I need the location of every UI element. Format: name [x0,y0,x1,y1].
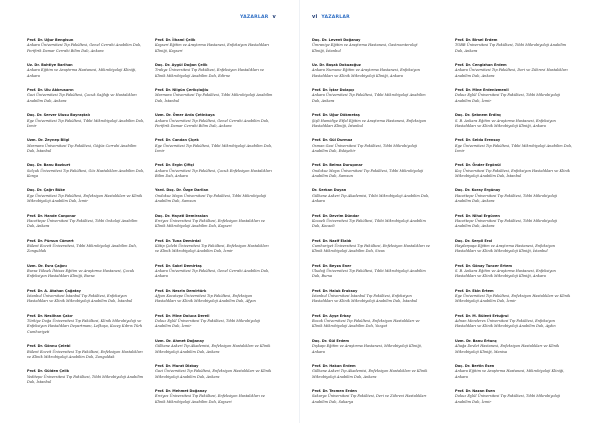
author-name: Prof. Dr. Nazan Esen [455,389,495,394]
author-affiliation: Gazi Üniversitesi Tıp Fakültesi, Çocuk Sağlığı ve Hastalıkları Anabilim Dalı, Ankara [27,93,137,103]
header-title: YAZARLAR [240,14,269,20]
author-affiliation: Ankara Eğitim ve Araştırma Hastanesi, Mikrobiyoloji Kliniği, Ankara [455,369,565,379]
author-affiliation: Ege Üniversitesi Tıp Fakültesi, Tıbbi Mikrobiyoloji Anabilim Dalı, İzmir [455,143,573,153]
author-entry [155,63,273,79]
author-affiliation: Ankara Eğitim ve Araştırma Hastanesi, Mikrobiyoloji Kliniği, Ankara [27,68,137,78]
author-affiliation: Ondokuz Mayıs Üniversitesi Tıp Fakültesi, Tıbbi Mikrobiyoloji Anabilim Dalı, Samsun [155,193,267,204]
author-entry [27,344,145,360]
author-entry [27,289,145,305]
author-name: Prof. Dr. Gönay Tuncer Ertem [455,263,512,268]
author-name: Prof. Dr. Ayşe Erbay [312,313,351,318]
author-entry [155,163,273,179]
author-name: Prof. Dr. Ekin Ertem [455,288,494,293]
author-entry [312,63,430,79]
author-name: Prof. Dr. Selda Erensoy [455,138,501,143]
author-name: Yard. Doç. Dr. Özge Darilan [155,188,209,193]
author-name: Prof. Dr. Mehmet Doğanay [155,389,207,394]
author-entry [312,314,430,330]
author-entry [27,314,145,335]
author-name: Prof. Dr. Gönnu Çelebi [27,344,71,349]
author-affiliation: Marmara Üniversitesi Tıp Fakültesi, Göğüs Cerrahi Anabilim Dalı, İstanbul [27,143,137,153]
author-name: Prof. Dr. Nihal Ergüven [455,213,500,218]
author-affiliation: Gülhane Askeri Tıp Akademisi, Tıbbi Mikrobiyoloji Anabilim Dalı, Ankara [312,193,430,204]
page-number: vi [312,14,318,20]
author-name: Prof. Dr. Uğur Bengisun [27,38,74,42]
author-entry [312,88,430,104]
author-entry [155,88,273,104]
author-name: Uzm. Dr. Esra Çağını [27,263,67,268]
author-affiliation: Ankara Üniversitesi Tıp Fakültesi, Deri ve Zührevi Hastalıkları Anabilim Dalı, Ankara [455,68,568,78]
author-name: Prof. Dr. M. Bülent Ertuğrul [455,313,509,318]
author-name: Prof. Dr. Önder Ergönül [455,163,501,168]
author-name: Prof. Dr. Nesrin Demirtürk [155,288,207,293]
author-name: Prof. Dr. Gül Durmaz [312,138,353,143]
author-affiliation: Dışkapı Eğitim ve Araştırma Hastanesi, Mikrobiyoloji Kliniği, Ankara [312,344,422,354]
author-entry [27,214,145,230]
author-entry [455,314,573,330]
author-name: Prof. Dr. Mine Doluca Dereli [155,313,210,318]
author-entry [312,163,430,179]
author-entry [455,364,573,380]
author-entry [155,239,273,255]
author-entry [155,289,273,305]
author-affiliation: Dokuz Eylül Üniversitesi Tıp Fakültesi, Tıbbi Mikrobiyoloji Anabilim Dalı, İzmir [455,93,561,103]
author-affiliation: Erciyes Üniversitesi Tıp Fakültesi, Enfeksiyon Hastalıkları ve Klinik Mikrobiyoloji Anabilim Dalı, Kayseri [155,394,265,404]
author-entry [312,214,430,230]
author-name: Doç. Dr. Banu Bozkurt [27,163,71,168]
author-affiliation: Cumhuriyet Üniversitesi Tıp Fakültesi, Enfeksiyon Hastalıkları ve Klinik Mikrobiyoloji Anabilim Dalı, Sivas [312,243,430,254]
author-name: Prof. Dr. Nazif Elaldı [312,238,352,243]
right-page [300,0,600,423]
author-affiliation: Adnan Menderes Üniversitesi Tıp Fakültesi, Enfeksiyon Hastalıkları ve Klinik Mikrobiyoloji Anabilim Dalı, Aydın [455,319,556,329]
author-affiliation: Bülent Ecevit Üniversitesi Tıp Fakültesi, Enfeksiyon Hastalıkları ve Klinik Mikrobiyoloji Anabilim Dalı, Zonguldak [27,349,143,359]
author-affiliation: Hacettepe Üniversitesi Tıp Fakültesi, Tıbbi Onkoloji Anabilim Dalı, Ankara [27,218,138,229]
author-affiliation: İstanbul Üniversitesi İstanbul Tıp Fakültesi, Enfeksiyon Hastalıkları ve Klinik Mikrobiyoloji Anabilim Dalı, İstanbul [312,294,418,304]
author-affiliation: Selçuk Üniversitesi Tıp Fakültesi, Göz Hastalıkları Anabilim Dalı, Konya [27,168,145,178]
author-name: Prof. Dr. Murat Dizbay [155,364,199,369]
author-affiliation: Dokuz Eylül Üniversitesi Tıp Fakültesi, Tıbbi Mikrobiyoloji Anabilim Dalı, İzmir [155,319,261,329]
author-entry [455,88,573,104]
author-affiliation: İstanbul Üniversitesi İstanbul Tıp Fakültesi, Enfeksiyon Hastalıkları ve Klinik Mikrobiyoloji Anabilim Dalı, İstanbul [27,294,133,304]
author-affiliation: Gülhane Askeri Tıp Akademisi, Enfeksiyon Hastalıkları ve Klinik Mikrobiyoloji Anabilim Dalı, Ankara [155,344,271,354]
author-affiliation: Yeditepe Üniversitesi Tıp Fakültesi, Tıbbi Mikrobiyoloji Anabilim Dalı, İstanbul [27,374,144,384]
author-entry [455,264,573,280]
author-column [27,38,145,394]
author-affiliation: Bülent Ecevit Üniversitesi, Tıbbi Mikrobiyoloji Anabilim Dalı, Zonguldak [27,243,137,254]
author-entry [312,239,430,255]
author-name: Doç. Dr. Gül Erdem [312,338,350,343]
author-affiliation: Ege Üniversitesi Tıp Fakültesi, Tıbbi Mikrobiyoloji Anabilim Dalı, İzmir [155,143,273,153]
author-name: Doç. Dr. Çağrı Büke [27,188,65,193]
author-affiliation: Haydarpaşa Eğitim ve Araştırma Hastanesi, Enfeksiyon Hastalıkları ve Klinik Mikrobiyoloji Kliniği, İstanbul [455,243,556,254]
author-name: Uz. Dr. Başak Dokuzoğuz [312,63,361,68]
author-affiliation: Ondokuz Mayıs Üniversitesi Tıp Fakültesi, Tıbbi Mikrobiyoloji Anabilim Dalı, Samsun [312,168,424,178]
author-name: Prof. Dr. Ergin Çiftçi [155,163,195,168]
author-affiliation: Hacettepe Üniversitesi Tıp Fakültesi, Tıbbi Mikrobiyoloji Anabilim Dalı, Ankara [455,218,558,229]
author-affiliation: Trakya Üniversitesi Tıp Fakültesi, Enfeksiyon Hastalıkları ve Klinik Mikrobiyoloji Anabilim Dalı, Edirne [155,68,265,78]
author-entry [27,113,145,129]
author-affiliation: Ege Üniversitesi Tıp Fakültesi, Enfeksiyon Hastalıkları ve Klinik Mikrobiyoloji Anabilim Dalı, İzmir [27,193,143,204]
author-entry [155,214,273,230]
author-entry [27,138,145,154]
author-affiliation: Marmara Üniversitesi Tıp Fakültesi, Tıbbi Mikrobiyoloji Anabilim Dalı, İstanbul [155,93,273,103]
author-entry [455,239,573,255]
header-title: YAZARLAR [321,14,350,20]
author-affiliation: Şişli Hamidiye Etfal Eğitim ve Araştırma Hastanesi, Enfeksiyon Hastalıkları Kliniği, İstanbul [312,118,427,128]
author-name: Prof. Dr. Haluk Eraksoy [312,288,358,293]
author-name: Prof. Dr. Ulu Akbrusarın [27,88,74,93]
author-affiliation: Kayseri Eğitim ve Araştırma Hastanesi, Enfeksiyon Hastalıkları Kliniği, Kayseri [155,43,270,53]
author-name: Doç. Dr. Serpil Erol [455,238,493,243]
author-affiliation: Ankara Numune Eğitim ve Araştırma Hastanesi, Enfeksiyon Hastalıkları ve Klinik Mikrobiyoloji Kliniği, Ankara [312,68,420,78]
author-affiliation: Erciyes Üniversitesi Tıp Fakültesi, Enfeksiyon Hastalıkları ve Klinik Mikrobiyoloji Anabilim Dalı, Kayseri [155,218,265,229]
author-affiliation: Türkiye Doğa Üniversitesi Tıp Fakültesi, Klinik Mikrobiyoloji ve Enfeksiyon Hastalıkları Departmanı, Lefkoşa, Kuzey Kıbrıs Türk Cumhuriyeti [27,319,143,334]
author-entry [155,314,273,330]
author-name: Doç. Dr. Levent Doğanay [312,38,361,42]
author-name: Prof. Dr. Nilgün Çerikçioğlu [155,88,209,93]
author-name: Prof. Dr. Hande Canpınar [27,213,76,218]
author-entry [27,239,145,255]
author-name: Uz. Dr. Bahtiye Barlhan [27,63,73,68]
author-name: Prof. Dr. Beyza Ener [312,263,352,268]
author-entry [312,389,430,405]
author-entry [455,163,573,179]
author-entry [312,289,430,305]
author-name: Uzm. Dr. Zeynep Bilgi [27,138,70,143]
author-entry [27,188,145,204]
author-column [312,38,430,414]
author-entry [312,264,430,280]
author-name: Uzm. Dr. Banu Ertunç [455,338,497,343]
author-entry [455,289,573,305]
author-affiliation: Koç Üniversitesi Tıp Fakültesi, Enfeksiyon Hastalıkları ve Klinik Mikrobiyoloji Anabilim Dalı, İstanbul [455,168,570,178]
author-name: Prof. Dr. Candan Çiçek [155,138,199,143]
author-name: Prof. Dr. Birsel Erdem [455,38,498,42]
author-affiliation: Osman Gazi Üniversitesi Tıp Fakültesi, Tıbbi Mikrobiyoloji Anabilim Dalı, Eskişehir [312,143,418,153]
author-name: Doç. Dr. Server Ulusu Bayraştalı [27,113,90,118]
author-entry [155,264,273,280]
author-affiliation: TOBB Üniversitesi Tıp Fakültesi, Tıbbi Mikrobiyoloji Anabilim Dalı, Ankara [455,43,567,53]
author-name: Dr. Serkan Duyan [312,188,347,193]
author-name: Prof. Dr. Tuna Demirdal [155,238,201,243]
left-page-header [240,12,276,22]
author-affiliation: Ankara Üniversitesi Tıp Fakültesi, Genel Cerrahi Anabilim Dalı, Ankara [155,269,270,279]
author-column [455,38,573,414]
author-affiliation: Aliağa Devlet Hastanesi, Enfeksiyon Hastalıkları ve Klinik Mikrobiyoloji Kliniği, Manisa [455,344,560,354]
author-entry [155,389,273,405]
author-affiliation: Ege Üniversitesi Tıp Fakültesi, Enfeksiyon Hastalıkları ve Klinik Mikrobiyoloji Anabilim Dalı, İzmir [455,294,571,304]
author-affiliation: Uludağ Üniversitesi Tıp Fakültesi, Tıbbi Mikrobiyoloji Anabilim Dalı, Bursa [312,269,426,279]
page-number: v [272,14,276,20]
author-affiliation: Afyon Kocatepe Üniversitesi Tıp Fakültesi, Enfeksiyon Hastalıkları ve Klinik Mikrobiyoloji Anabilim Dalı, Afyon [155,294,256,304]
author-entry [155,138,273,154]
author-name: Prof. Dr. Neslihan Çakır [27,313,73,318]
author-entry [155,339,273,355]
author-name: Prof. Dr. Tecmen Erden [312,389,357,394]
author-name: Doç. Dr. Aygül Doğan Çelik [155,63,208,68]
author-column [155,38,273,414]
author-name: Prof. Dr. Uğur Dökmetaş [312,113,360,118]
author-entry [312,113,430,129]
author-affiliation: S. B. Ankara Eğitim ve Araştırma Hastanesi, Enfeksiyon Hastalıkları ve Klinik Mikrobiyoloji Kliniği, Ankara [455,118,556,128]
author-entry [455,339,573,355]
author-name: Doç. Dr. Koray Ergünay [455,188,501,193]
author-affiliation: Gülhane Askeri Tıp Akademisi, Enfeksiyon Hastalıkları ve Klinik Mikrobiyoloji Anabilim Dalı, Ankara [312,369,428,379]
author-name: Prof. Dr. Cengizhan Erdem [455,63,507,68]
author-affiliation: Dokuz Eylül Üniversitesi Tıp Fakültesi, Tıbbi Mikrobiyoloji Anabilim Dalı, İzmir [455,394,561,404]
author-entry [455,113,573,129]
author-affiliation: Kocaeli Üniversitesi Tıp Fakültesi, Tıbbi Mikrobiyoloji Anabilim Dalı, Kocaeli [312,218,426,229]
author-name: Doç. Dr. Bertin Esen [455,364,495,369]
author-name: Prof. Dr. Belma Durupınar [312,163,363,168]
author-entry [27,369,145,385]
author-name: Prof. Dr. Sabri Demirtaş [155,263,202,268]
author-entry [27,88,145,104]
right-page-header [312,12,350,22]
author-entry [455,38,573,54]
author-affiliation: Ankara Üniversitesi Tıp Fakültesi, Genel Cerrahi Anabilim Dalı, Perifirik Damar Cerrahi Bilim Dalı, Ankara [155,118,270,128]
author-entry [455,188,573,204]
author-affiliation: Ege Üniversitesi Tıp Fakültesi, Tıbbi Mikrobiyoloji Anabilim Dalı, İzmir [27,118,145,128]
author-name: Prof. Dr. Devrim Dündar [312,213,360,218]
author-entry [312,364,430,380]
author-entry [455,214,573,230]
author-affiliation: Hacettepe Üniversitesi Tıp Fakültesi, Tıbbi Mikrobiyoloji Anabilim Dalı, Ankara [455,193,558,204]
author-entry [155,38,273,54]
author-affiliation: Bozok Üniversitesi Tıp Fakültesi, Enfeksiyon Hastalıkları ve Klinik Mikrobiyoloji Anabilim Dalı, Yozgat [312,319,420,329]
author-affiliation: Ankara Üniversitesi Tıp Fakültesi, Çocuk Enfeksiyon Hastalıkları Bilim Dalı, Ankara [155,168,272,178]
author-name: Prof. Dr. Hakan Erdem [312,364,356,369]
author-affiliation: Bursa Yüksek İhtisas Eğitim ve Araştırma Hastanesi, Çocuk Enfeksiyon Hastalıkları Kliniği, Bursa [27,269,135,279]
author-name: Prof. Dr. Mine Erdenizmenli [455,88,509,93]
author-affiliation: Ümraniye Eğitim ve Araştırma Hastanesi, Gastroenteroloji Kliniği, İstanbul [312,43,418,53]
author-name: Doç. Dr. Hayati Demiraslan [155,213,208,218]
author-name: Prof. Dr. İlhami Çelik [155,38,196,42]
author-entry [27,163,145,179]
author-entry [455,63,573,79]
author-affiliation: Gazi Üniversitesi Tıp Fakültesi, Enfeksiyon Hastalıkları ve Klinik Mikrobiyoloji Anabilim Dalı, Ankara [155,369,272,379]
author-name: Prof. Dr. Gülden Çelik [27,369,70,374]
author-name: Doç. Dr. Şebnem Erdinç [455,113,502,118]
author-name: Prof. Dr. Pürsun Cömert [27,238,74,243]
author-affiliation: Kâtip Çelebi Üniversitesi Tıp Fakültesi, Enfeksiyon Hastalıkları ve Klinik Mikrobiyoloji Anabilim Dalı, İzmir [155,243,269,254]
author-entry [155,113,273,129]
author-entry [155,188,273,204]
author-entry [455,138,573,154]
author-entry [312,138,430,154]
author-entry [312,38,430,54]
author-name: Prof. Dr. A. Atahan Çağatay [27,288,81,293]
author-affiliation: Ankara Üniversitesi Tıp Fakültesi, Genel Cerrahi Anabilim Dalı, Perifirik Damar Cerrahi Bilim Dalı, Ankara [27,43,142,53]
author-entry [27,264,145,280]
author-entry [312,188,430,204]
author-entry [27,63,145,79]
author-entry [155,364,273,380]
author-affiliation: Sakarya Üniversitesi Tıp Fakültesi, Deri ve Zührevi Hastalıkları Anabilim Dalı, Sakarya [312,394,427,404]
author-affiliation: S. B. Ankara Eğitim ve Araştırma Hastanesi, Enfeksiyon Hastalıkları ve Klinik Mikrobiyoloji Kliniği, Ankara [455,269,556,279]
author-affiliation: Ankara Üniversitesi Tıp Fakültesi, Tıbbi Mikrobiyoloji Anabilim Dalı, Ankara [312,93,426,103]
author-name: Uzm. Dr. Ömer Arda Çetinkaya [155,113,215,118]
author-entry [455,389,573,405]
author-entry [312,339,430,355]
author-name: Prof. Dr. İştar Dolapçı [312,88,355,93]
author-name: Uzm. Dr. Ahmet Doğanay [155,338,205,343]
author-entry [27,38,145,54]
